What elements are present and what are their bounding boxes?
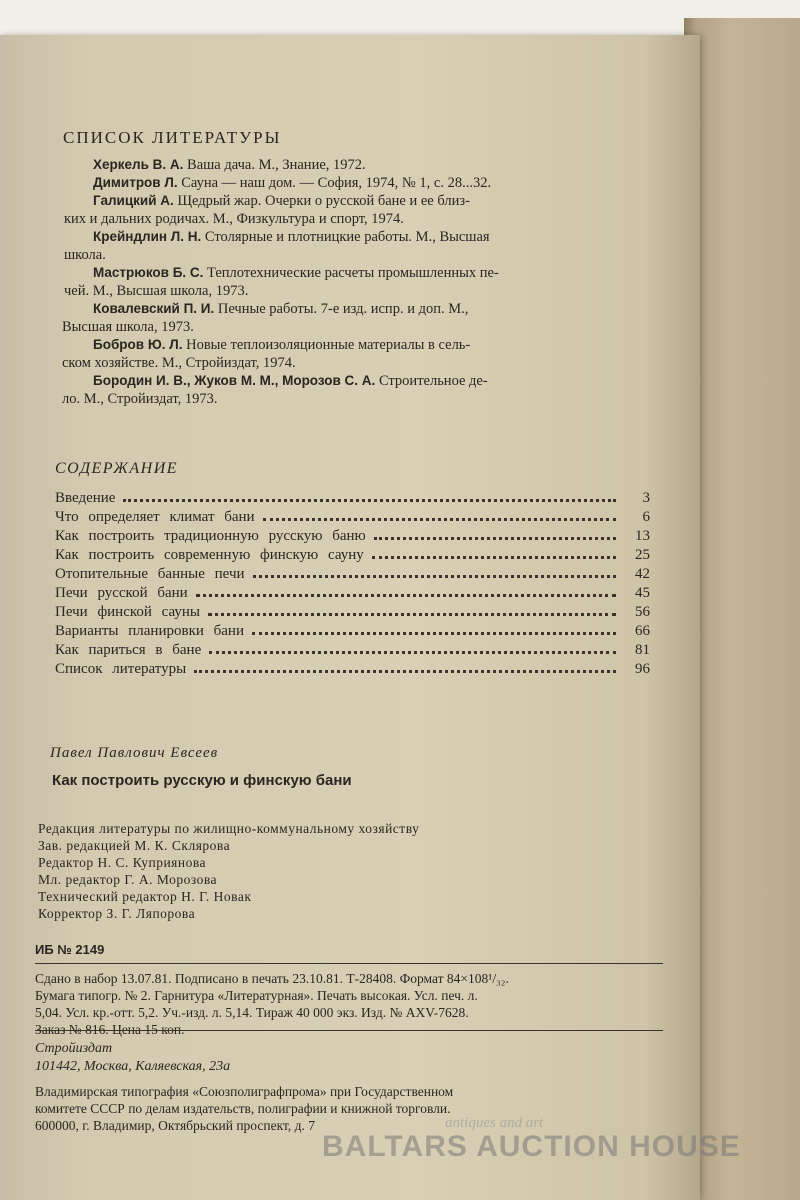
toc-entry: Список литературы 96 xyxy=(55,661,650,677)
staff-line: Мл. редактор Г. А. Морозова xyxy=(38,872,218,887)
reference-item: Крейндлин Л. Н. Столярные и плотницкие работы. М., Высшая xyxy=(93,229,490,245)
imprint-line: Сдано в набор 13.07.81. Подписано в печать 23.10.81. Т-28408. Формат 84×108¹/₃₂. xyxy=(35,971,509,986)
toc-leader-dots xyxy=(123,499,616,502)
reference-item-continuation: чей. М., Высшая школа, 1973. xyxy=(64,283,249,299)
reference-item: Херкель В. А. Ваша дача. М., Знание, 1972. xyxy=(93,157,366,173)
toc-leader-dots xyxy=(263,518,616,521)
toc-entry: Печи финской сауны 56 xyxy=(55,604,650,620)
toc-entry: Отопительные банные печи 42 xyxy=(55,566,650,582)
toc-leader-dots xyxy=(209,651,616,654)
reference-item: Ковалевский П. И. Печные работы. 7-е изд. испр. и доп. М., xyxy=(93,301,469,317)
publisher-name: Стройиздат xyxy=(35,1041,113,1056)
references-heading: СПИСОК ЛИТЕРАТУРЫ xyxy=(63,128,282,147)
reference-item-continuation: ких и дальних родичах. М., Физкультура и спорт, 1974. xyxy=(64,211,404,227)
reference-item-continuation: ском хозяйстве. М., Стройиздат, 1974. xyxy=(62,355,296,371)
staff-line: Редакция литературы по жилищно-коммунальному хозяйству xyxy=(38,821,420,836)
toc-leader-dots xyxy=(253,575,616,578)
printer-line: комитете СССР по делам издательств, полиграфии и книжной торговли. xyxy=(35,1101,451,1116)
imprint-line: 5,04. Усл. кр.-отт. 5,2. Уч.-изд. л. 5,14. Тираж 40 000 экз. Изд. № AXV-7628. xyxy=(35,1005,469,1020)
reference-item-continuation: ло. М., Стройиздат, 1973. xyxy=(62,391,218,407)
toc-leader-dots xyxy=(208,613,616,616)
staff-line: Зав. редакцией М. К. Склярова xyxy=(38,838,231,853)
reference-item: Мастрюков Б. С. Теплотехнические расчеты промышленных пе- xyxy=(93,265,499,281)
publisher-address: 101442, Москва, Каляевская, 23а xyxy=(35,1059,231,1074)
staff-line: Технический редактор Н. Г. Новак xyxy=(38,889,252,904)
watermark-subtext: antiques and art xyxy=(445,1115,544,1131)
colophon-author: Павел Павлович Евсеев xyxy=(50,745,219,761)
toc-entry: Что определяет климат бани 6 xyxy=(55,509,650,525)
ib-number: ИБ № 2149 xyxy=(35,942,105,957)
reference-item-continuation: школа. xyxy=(64,247,106,263)
toc-leader-dots xyxy=(372,556,616,559)
toc-leader-dots xyxy=(252,632,616,635)
imprint-line: Заказ № 816. Цена 15 коп. xyxy=(35,1022,185,1037)
staff-line: Редактор Н. С. Куприянова xyxy=(38,855,207,870)
reference-item: Бобров Ю. Л. Новые теплоизоляционные материалы в сель- xyxy=(93,337,471,353)
toc-entry: Как париться в бане 81 xyxy=(55,642,650,658)
toc-leader-dots xyxy=(194,670,616,673)
reference-item-continuation: Высшая школа, 1973. xyxy=(62,319,194,335)
reference-item: Галицкий А. Щедрый жар. Очерки о русской бане и ее близ- xyxy=(93,193,470,209)
toc-entry: Печи русской бани 45 xyxy=(55,585,650,601)
colophon-book-title: Как построить русскую и финскую бани xyxy=(52,772,352,789)
toc-entry: Как построить современную финскую сауну 25 xyxy=(55,547,650,563)
reference-item: Бородин И. В., Жуков М. М., Морозов С. А. Строительное де- xyxy=(93,373,488,389)
divider-line xyxy=(35,1030,663,1031)
toc-leader-dots xyxy=(196,594,616,597)
contents-heading: СОДЕРЖАНИЕ xyxy=(55,460,179,477)
next-page-edge xyxy=(684,18,800,1200)
reference-item: Димитров Л. Сауна — наш дом. — София, 1974, № 1, с. 28...32. xyxy=(93,175,492,191)
toc-leader-dots xyxy=(374,537,616,540)
auction-house-watermark: BALTARS AUCTION HOUSE xyxy=(322,1130,741,1163)
printer-line: 600000, г. Владимир, Октябрьский проспект, д. 7 xyxy=(35,1118,315,1133)
toc-entry: Введение 3 xyxy=(55,490,650,506)
toc-entry: Как построить традиционную русскую баню 13 xyxy=(55,528,650,544)
imprint-line: Бумага типогр. № 2. Гарнитура «Литературная». Печать высокая. Усл. печ. л. xyxy=(35,988,478,1003)
divider-line xyxy=(35,963,663,964)
staff-line: Корректор З. Г. Ляпорова xyxy=(38,906,196,921)
toc-entry: Варианты планировки бани 66 xyxy=(55,623,650,639)
printer-line: Владимирская типография «Союзполиграфпрома» при Государственном xyxy=(35,1084,454,1099)
